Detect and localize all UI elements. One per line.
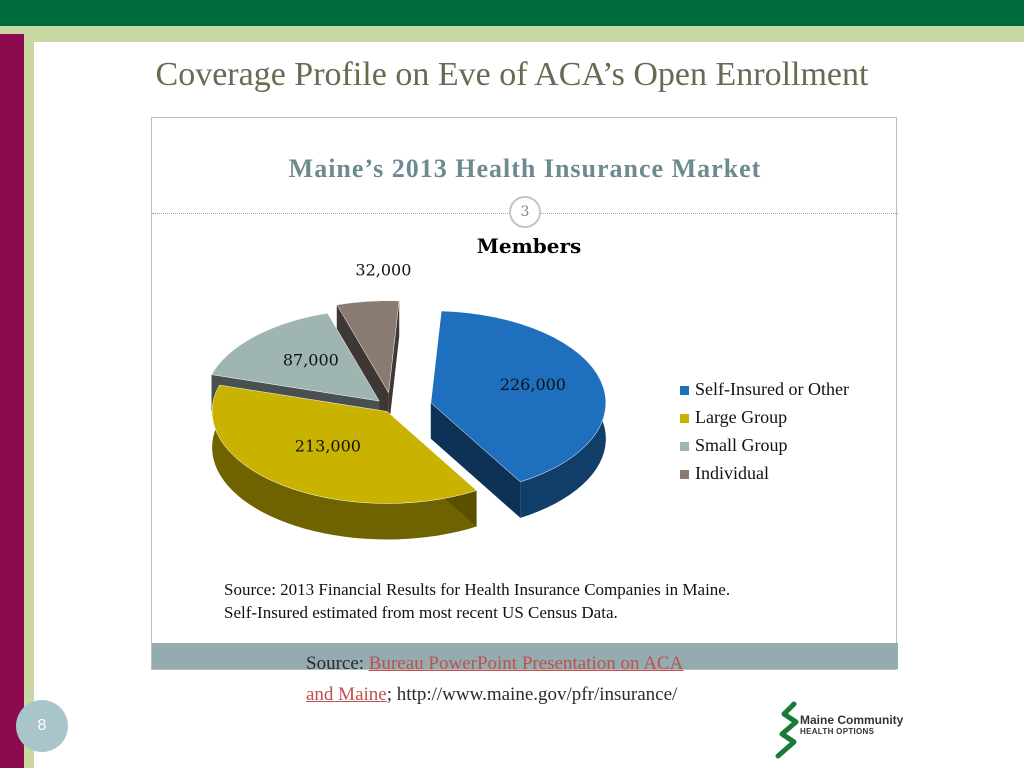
logo-text [800, 713, 903, 736]
data-label-individual: 32,000 [355, 260, 412, 280]
header-band [0, 26, 1024, 42]
data-label-self-insured-or-other: 226,000 [499, 374, 566, 394]
panel-title: Maine’s 2013 Health Insurance Market [288, 154, 762, 183]
logo-line-1: Maine Community [800, 713, 904, 727]
source-link-1[interactable]: Bureau PowerPoint Presentation on ACA [368, 653, 684, 674]
legend-swatch-self-insured-or-other [680, 386, 689, 395]
logo-swoosh [778, 704, 796, 756]
source-suffix: ; http://www.maine.gov/pfr/insurance/ [386, 684, 678, 705]
data-label-large-group: 213,000 [294, 436, 361, 456]
legend-label-individual: Individual [695, 463, 769, 483]
source-link-2[interactable]: and Maine [306, 684, 387, 705]
page-number: 8 [16, 700, 68, 752]
slide-source [306, 648, 826, 710]
source-prefix: Source: [306, 653, 369, 674]
left-accent-bar [0, 34, 24, 768]
slide-badge: 3 [509, 196, 541, 228]
chart-title: Members [476, 234, 582, 258]
legend-swatch-large-group [680, 414, 689, 423]
legend-swatch-small-group [680, 442, 689, 451]
panel-source-line-2: Self-Insured estimated from most recent US Census Data. [224, 603, 618, 622]
legend-label-small-group: Small Group [695, 435, 788, 455]
panel-source-line-1: Source: 2013 Financial Results for Health Insurance Companies in Maine. [224, 580, 731, 599]
legend-swatch-individual [680, 470, 689, 479]
slide-title: Coverage Profile on Eve of ACA’s Open Enrollment [155, 56, 869, 93]
data-label-small-group: 87,000 [282, 350, 339, 370]
chart-panel [151, 117, 897, 670]
logo-line-2: HEALTH OPTIONS [800, 727, 875, 736]
legend-label-self-insured-or-other: Self-Insured or Other [695, 379, 849, 399]
panel-source [224, 578, 884, 624]
left-accent-line [24, 34, 34, 768]
legend-label-large-group: Large Group [695, 407, 788, 427]
top-bar [0, 0, 1024, 26]
